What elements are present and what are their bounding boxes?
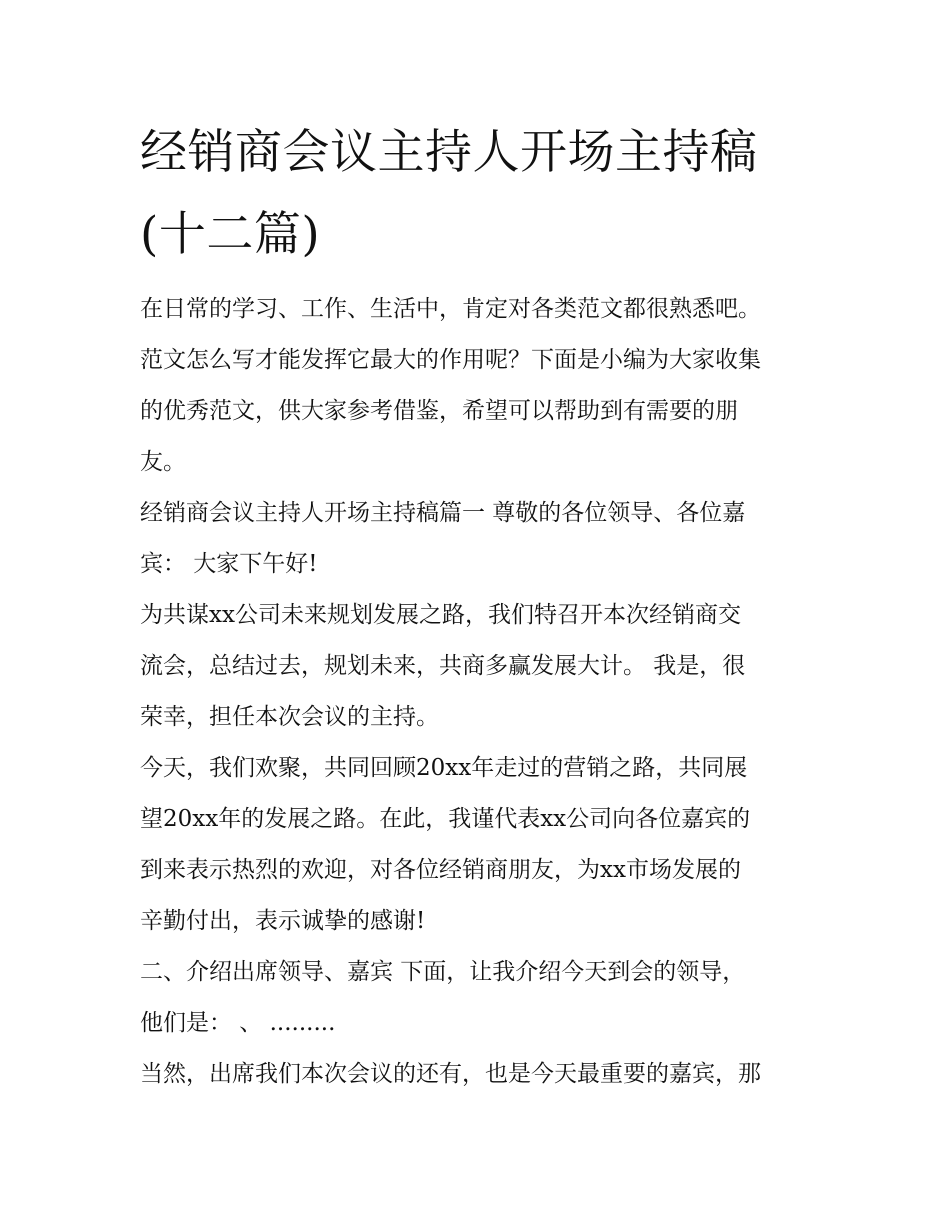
text-line: 到来表示热烈的欢迎，对各位经销商朋友，为xx市场发展的 bbox=[140, 857, 741, 883]
closing-paragraph bbox=[140, 1049, 820, 1100]
document-title bbox=[140, 112, 820, 276]
title-line: (十二篇) bbox=[140, 207, 321, 262]
text-line: 流会，总结过去，规划未来，共商多赢发展大计。 我是，很 bbox=[140, 653, 746, 679]
text-line: 宾： 大家下午好! bbox=[140, 551, 318, 577]
text-line: 望20xx年的发展之路。在此，我谨代表xx公司向各位嘉宾的 bbox=[140, 806, 751, 832]
text-line: 的优秀范文，供大家参考借鉴，希望可以帮助到有需要的朋 bbox=[140, 398, 738, 424]
text-line: 范文怎么写才能发挥它最大的作用呢？下面是小编为大家收集 bbox=[140, 347, 761, 373]
welcome-paragraph bbox=[140, 743, 820, 947]
text-line: 为共谋xx公司未来规划发展之路，我们特召开本次经销商交 bbox=[140, 602, 741, 628]
purpose-paragraph bbox=[140, 590, 820, 743]
text-line: 今天，我们欢聚，共同回顾20xx年走过的营销之路，共同展 bbox=[140, 755, 748, 781]
text-line: 当然，出席我们本次会议的还有，也是今天最重要的嘉宾，那 bbox=[140, 1061, 761, 1087]
document-body bbox=[140, 112, 820, 1100]
text-line: 二、介绍出席领导、嘉宾 下面，让我介绍今天到会的领导， bbox=[140, 959, 746, 985]
title-line: 经销商会议主持人开场主持稿 bbox=[140, 125, 758, 180]
text-line: 经销商会议主持人开场主持稿篇一 尊敬的各位领导、各位嘉 bbox=[140, 500, 746, 526]
text-line: 在日常的学习、工作、生活中，肯定对各类范文都很熟悉吧。 bbox=[140, 296, 761, 322]
text-line: 荣幸，担任本次会议的主持。 bbox=[140, 704, 439, 730]
text-line: 辛勤付出，表示诚挚的感谢! bbox=[140, 908, 426, 934]
text-line: 友。 bbox=[140, 449, 186, 475]
text-line: 他们是： 、 ......... bbox=[140, 1010, 336, 1036]
intro-paragraph bbox=[140, 284, 820, 488]
greeting-paragraph bbox=[140, 488, 820, 590]
introduction-paragraph bbox=[140, 947, 820, 1049]
